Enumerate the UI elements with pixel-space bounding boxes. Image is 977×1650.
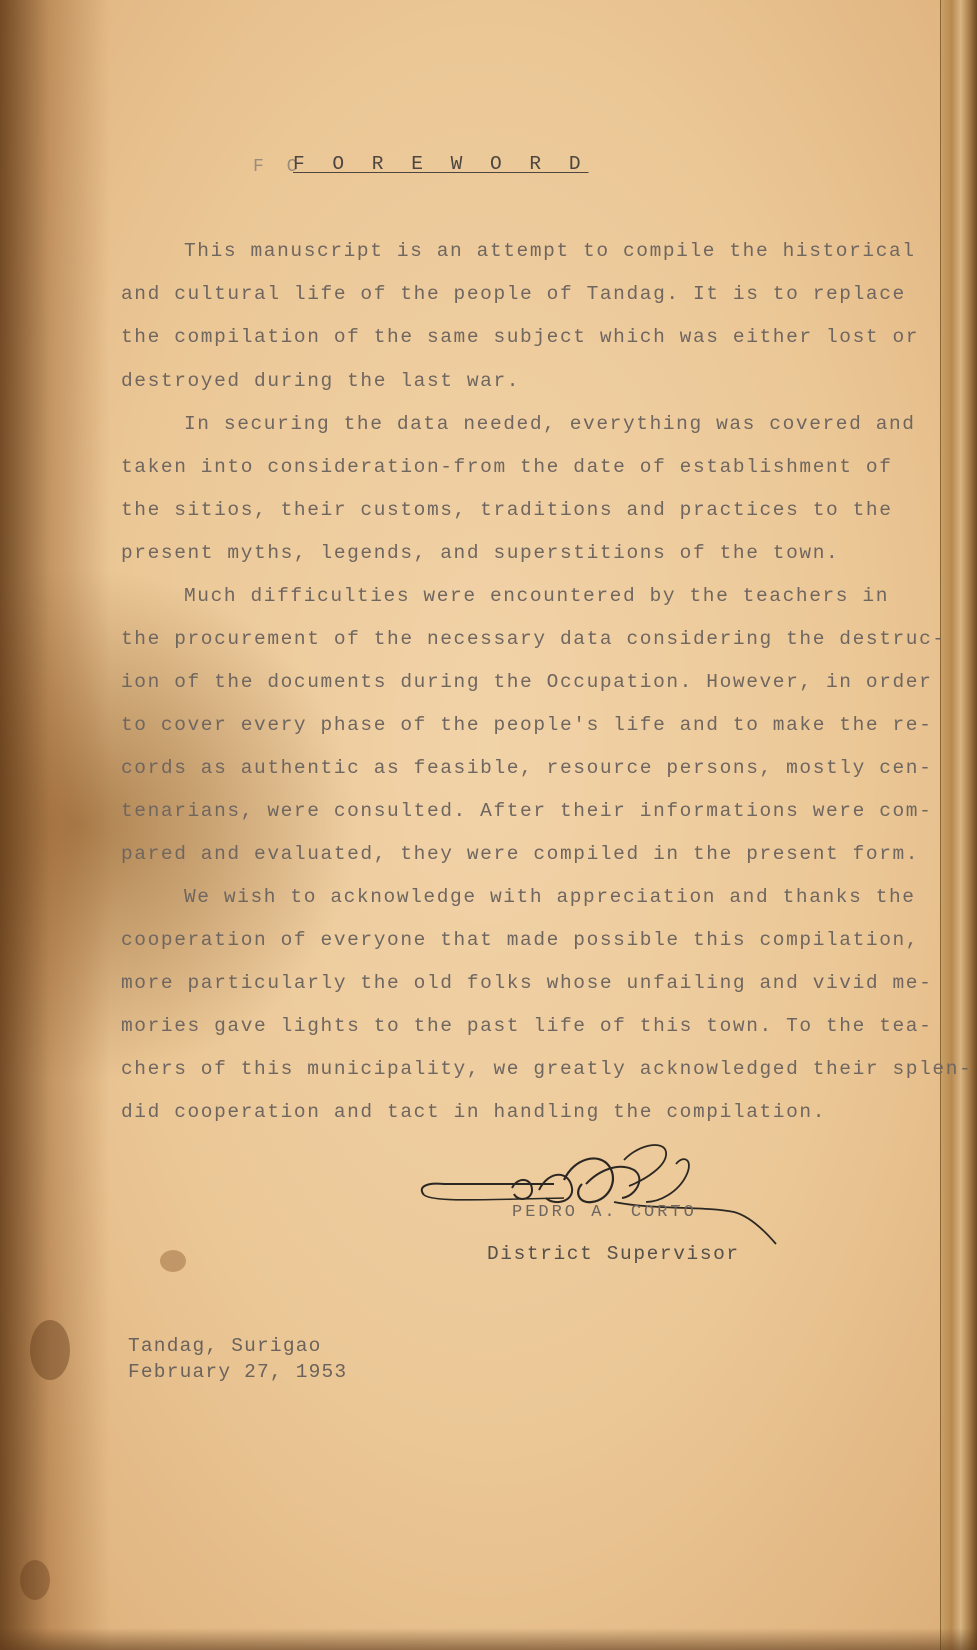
bottom-edge-shadow (0, 1628, 977, 1650)
handwritten-signature (414, 1140, 784, 1250)
body-line: did cooperation and tact in handling the compilation. (121, 1101, 827, 1123)
body-line: the compilation of the same subject which was either lost or (121, 326, 920, 348)
signatory-title: District Supervisor (487, 1243, 740, 1265)
body-line: tenarians, were consulted. After their informations were com- (121, 800, 933, 822)
body-line: chers of this municipality, we greatly acknowledged their splen- (121, 1058, 973, 1080)
paper-stain (30, 1320, 70, 1380)
body-line: We wish to acknowledge with appreciation and thanks the (184, 886, 916, 908)
binding-edge (940, 0, 977, 1650)
title-prefix: F C (253, 157, 304, 177)
signatory-name: PEDRO A. CORTO (512, 1203, 697, 1222)
document-place: Tandag, Surigao (128, 1335, 322, 1357)
page-edge-shadow (0, 0, 110, 1650)
body-line: the procurement of the necessary data considering the destruc- (121, 628, 946, 650)
body-line: mories gave lights to the past life of this town. To the tea- (121, 1015, 933, 1037)
body-line: destroyed during the last war. (121, 370, 521, 392)
body-line: and cultural life of the people of Tandag. It is to replace (121, 283, 906, 305)
paper-stain (20, 1560, 50, 1600)
body-line: to cover every phase of the people's life and to make the re- (121, 714, 933, 736)
body-line: Much difficulties were encountered by the teachers in (184, 585, 890, 607)
body-line: This manuscript is an attempt to compile the historical (184, 240, 916, 262)
body-line: taken into consideration-from the date of establishment of (121, 456, 893, 478)
body-line: cooperation of everyone that made possible this compilation, (121, 929, 920, 951)
body-line: pared and evaluated, they were compiled in the present form. (121, 843, 920, 865)
document-title: F O R E W O R D (293, 153, 589, 175)
body-line: cords as authentic as feasible, resource persons, mostly cen- (121, 757, 933, 779)
body-line: In securing the data needed, everything was covered and (184, 413, 916, 435)
body-line: the sitios, their customs, traditions and practices to the (121, 499, 893, 521)
paper-stain (160, 1250, 186, 1272)
body-line: present myths, legends, and superstitions of the town. (121, 542, 840, 564)
document-date: February 27, 1953 (128, 1361, 348, 1383)
body-line: ion of the documents during the Occupation. However, in order (121, 671, 933, 693)
body-line: more particularly the old folks whose unfailing and vivid me- (121, 972, 933, 994)
